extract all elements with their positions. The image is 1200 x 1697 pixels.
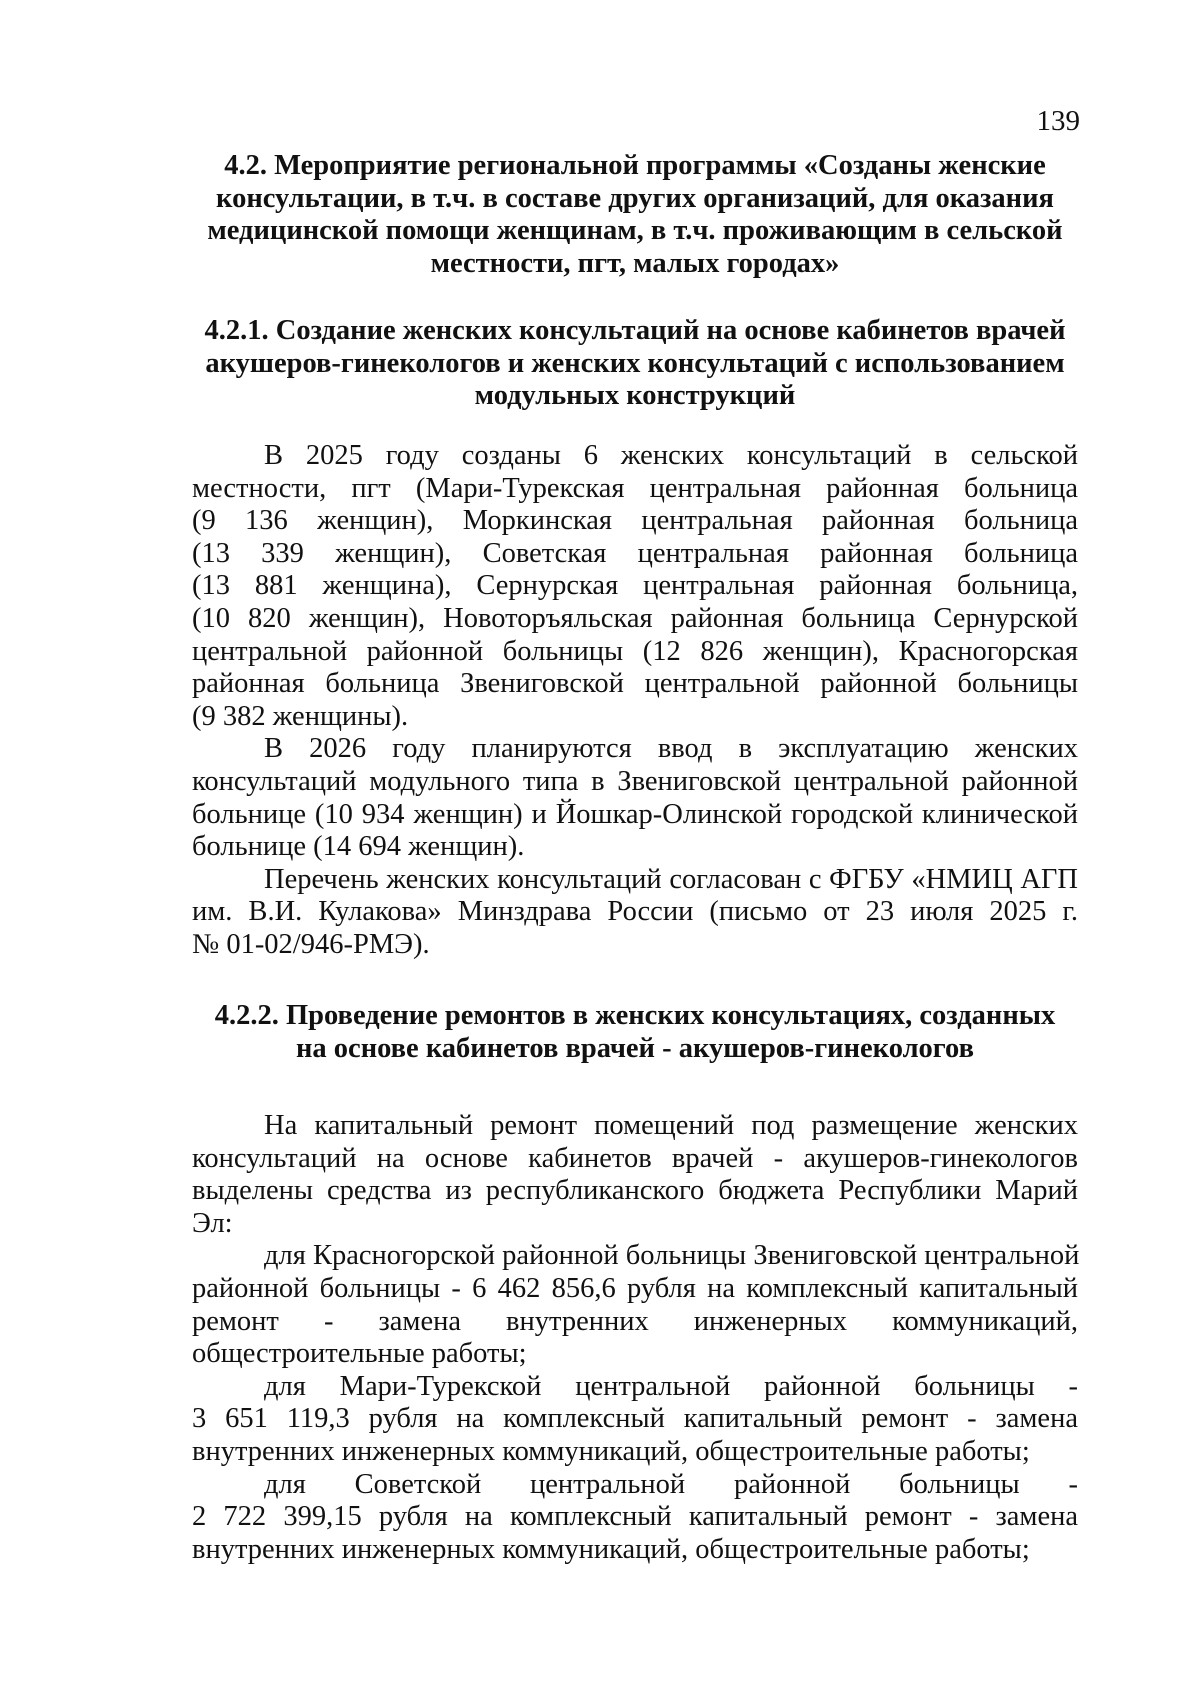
heading-line: модульных конструкций bbox=[474, 380, 796, 411]
body-line: На капитальный ремонт помещений под размещение женских bbox=[264, 1110, 1078, 1141]
body-line: общестроительные работы; bbox=[192, 1338, 527, 1370]
heading-line: акушеров-гинекологов и женских консультаций с использованием bbox=[205, 347, 1065, 379]
body-line: (9 136 женщин), Моркинская центральная районная больница bbox=[192, 505, 1078, 537]
body-line: выделены средства из республиканского бюджета Республики Марий bbox=[192, 1175, 1078, 1207]
body-line: В 2026 году планируются ввод в эксплуатацию женских bbox=[264, 733, 1078, 765]
body-line: внутренних инженерных коммуникаций, общестроительные работы; bbox=[192, 1435, 1030, 1467]
body-line: (13 881 женщина), Сернурская центральная районная больница, bbox=[192, 570, 1078, 602]
body-line: 2 722 399,15 рубля на комплексный капитальный ремонт - замена bbox=[192, 1501, 1078, 1533]
section-4-2-2-body bbox=[192, 1110, 1078, 1566]
body-line: (13 339 женщин), Советская центральная районная больница bbox=[192, 537, 1078, 569]
body-line: консультаций модульного типа в Звениговской центральной районной bbox=[192, 765, 1078, 797]
body-line: № 01-02/946-РМЭ). bbox=[192, 928, 430, 960]
section-4-2-1-body bbox=[192, 440, 1078, 962]
body-line: для Мари-Турекской центральной районной больницы - bbox=[264, 1370, 1078, 1402]
heading-line: на основе кабинетов врачей - акушеров-гинекологов bbox=[296, 1032, 974, 1064]
body-line: районная больница Звениговской центральной районной больницы bbox=[192, 668, 1078, 700]
body-line: (10 820 женщин), Новоторъяльская районная больница Сернурской bbox=[192, 602, 1078, 634]
body-line: В 2025 году созданы 6 женских консультаций в сельской bbox=[264, 440, 1078, 471]
body-line: консультаций на основе кабинетов врачей - акушеров-гинекологов bbox=[192, 1142, 1078, 1174]
body-line: ремонт - замена внутренних инженерных коммуникаций, bbox=[192, 1305, 1078, 1337]
body-line: Эл: bbox=[192, 1207, 233, 1239]
body-line: для Красногорской районной больницы Звениговской центральной bbox=[264, 1240, 1080, 1272]
body-line: для Советской центральной районной больницы - bbox=[264, 1468, 1078, 1500]
body-line: больнице (14 694 женщин). bbox=[192, 831, 525, 863]
body-line: 3 651 119,3 рубля на комплексный капитальный ремонт - замена bbox=[192, 1403, 1078, 1435]
body-line: районной больницы - 6 462 856,6 рубля на комплексный капитальный bbox=[192, 1272, 1078, 1304]
heading-line: 4.2.2. Проведение ремонтов в женских консультациях, созданных bbox=[214, 1000, 1056, 1031]
body-line: Перечень женских консультаций согласован с ФГБУ «НМИЦ АГП bbox=[264, 863, 1078, 895]
heading-line: консультации, в т.ч. в составе других организаций, для оказания bbox=[216, 182, 1054, 214]
heading-line: местности, пгт, малых городах» bbox=[430, 247, 840, 279]
body-line: им. В.И. Кулакова» Минздрава России (письмо от 23 июля 2025 г. bbox=[192, 896, 1078, 928]
body-line: внутренних инженерных коммуникаций, общестроительные работы; bbox=[192, 1533, 1030, 1565]
body-line: больнице (10 934 женщин) и Йошкар-Олинской городской клинической bbox=[192, 798, 1078, 830]
body-line: центральной районной больницы (12 826 женщин), Красногорская bbox=[192, 635, 1078, 667]
section-4-2-heading bbox=[190, 150, 1080, 280]
heading-line: 4.2. Мероприятие региональной программы «Созданы женские bbox=[224, 150, 1046, 181]
page-number: 139 bbox=[1036, 105, 1080, 137]
section-4-2-2-heading bbox=[190, 1000, 1080, 1065]
heading-line: медицинской помощи женщинам, в т.ч. проживающим в сельской bbox=[207, 215, 1063, 246]
heading-line: 4.2.1. Создание женских консультаций на основе кабинетов врачей bbox=[204, 315, 1066, 346]
body-line: (9 382 женщины). bbox=[192, 700, 409, 732]
body-line: местности, пгт (Мари-Турекская центральная районная больница bbox=[192, 472, 1078, 504]
section-4-2-1-heading bbox=[190, 315, 1080, 413]
